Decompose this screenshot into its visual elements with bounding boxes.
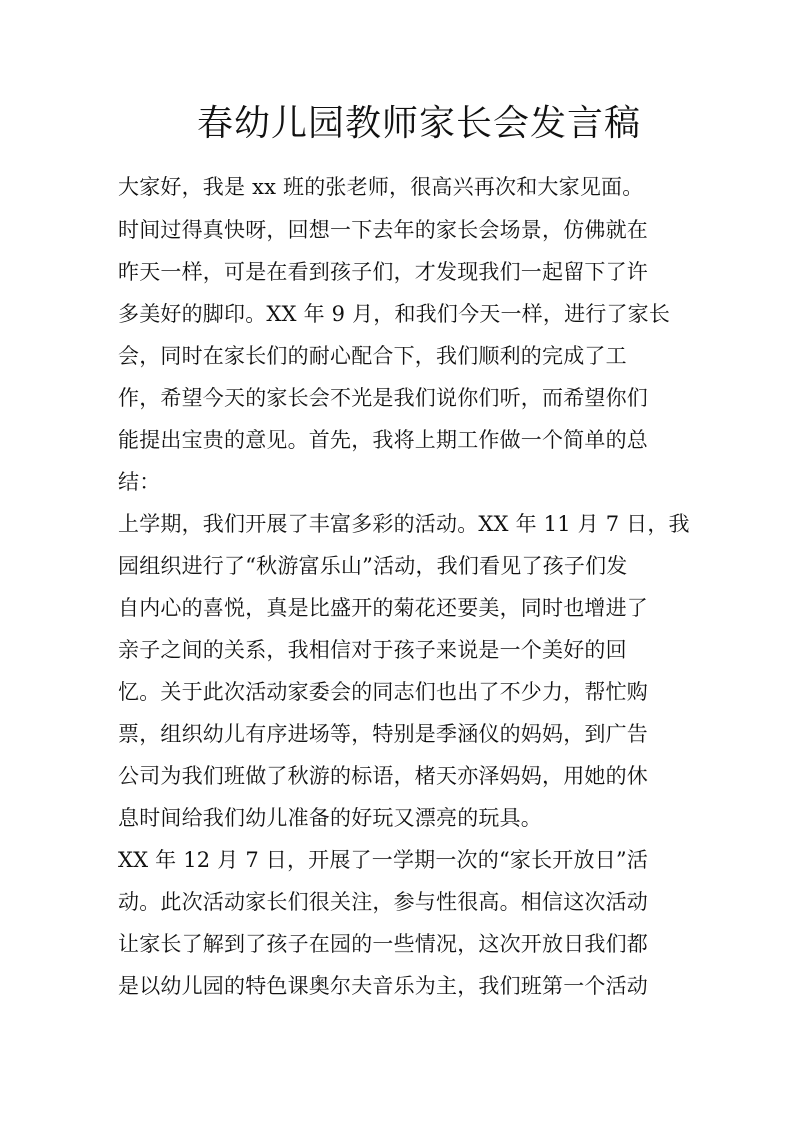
text-line: 时间过得真快呀，回想一下去年的家长会场景，仿佛就在 <box>118 218 648 242</box>
text-line: 会，同时在家长们的耐心配合下，我们顺利的完成了工 <box>118 344 627 368</box>
text-line: 多美好的脚印。XX 年 9 月，和我们今天一样，进行了家长 <box>118 302 671 326</box>
document-title: 春幼儿园教师家长会发言稿 <box>196 103 641 144</box>
text-line: 息时间给我们幼儿准备的好玩又漂亮的玩具。 <box>118 806 542 830</box>
text-line: 作，希望今天的家长会不光是我们说你们听，而希望你们 <box>118 386 648 410</box>
text-line: 大家好，我是 xx 班的张老师，很高兴再次和大家见面。 <box>118 175 644 199</box>
text-line: 是以幼儿园的特色课奥尔夫音乐为主，我们班第一个活动 <box>118 974 648 998</box>
text-line: 让家长了解到了孩子在园的一些情况，这次开放日我们都 <box>118 932 648 956</box>
text-line: 能提出宝贵的意见。首先，我将上期工作做一个简单的总 <box>118 428 648 452</box>
text-line: 昨天一样，可是在看到孩子们，才发现我们一起留下了许 <box>118 260 648 284</box>
text-line: 园组织进行了“秋游富乐山”活动，我们看见了孩子们发 <box>118 554 628 578</box>
text-line: 公司为我们班做了秋游的标语，楮天亦泽妈妈，用她的休 <box>118 764 648 788</box>
text-line: 动。此次活动家长们很关注，参与性很高。相信这次活动 <box>118 890 648 914</box>
text-line: XX 年 12 月 7 日，开展了一学期一次的“家长开放日”活 <box>118 848 649 872</box>
text-line: 亲子之间的关系，我相信对于孩子来说是一个美好的回 <box>118 638 627 662</box>
text-line: 忆。关于此次活动家委会的同志们也出了不少力，帮忙购 <box>118 680 648 704</box>
text-line: 结： <box>118 470 161 494</box>
text-line: 票，组织幼儿有序进场等，特别是季涵仪的妈妈，到广告 <box>118 722 648 746</box>
text-line: 自内心的喜悦，真是比盛开的菊花还要美，同时也增进了 <box>118 596 648 620</box>
text-line: 上学期，我们开展了丰富多彩的活动。XX 年 11 月 7 日，我 <box>118 512 690 536</box>
